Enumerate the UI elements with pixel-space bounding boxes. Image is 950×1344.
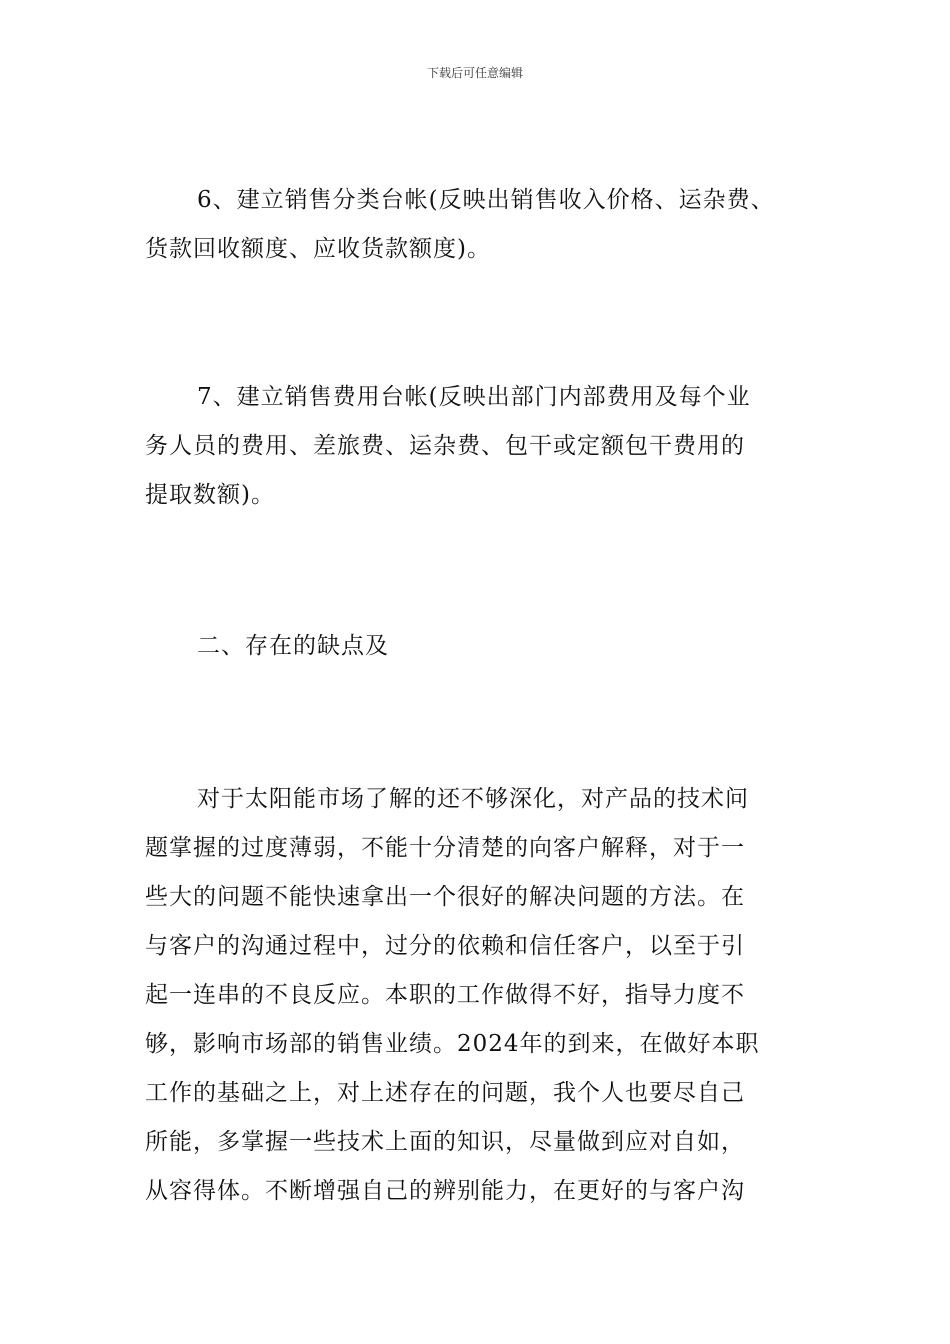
paragraph-item-6 bbox=[145, 176, 810, 274]
section-heading: 二、存在的缺点及 bbox=[197, 633, 389, 659]
text-line: 工作的基础之上，对上述存在的问题，我个人也要尽自己 bbox=[145, 1080, 745, 1106]
text-line: 7、建立销售费用台帐(反映出部门内部费用及每个业 bbox=[197, 384, 751, 410]
text-line: 货款回收额度、应收货款额度)。 bbox=[145, 236, 491, 262]
text-line: 6、建立销售分类台帐(反映出销售收入价格、运杂费、 bbox=[197, 187, 775, 213]
text-line: 题掌握的过度薄弱，不能十分清楚的向客户解释，对于一 bbox=[145, 835, 745, 861]
text-line: 够，影响市场部的销售业绩。2024年的到来，在做好本职 bbox=[145, 1031, 760, 1057]
text-line: 务人员的费用、差旅费、运杂费、包干或定额包干费用的 bbox=[145, 433, 745, 459]
page-header: 下载后可任意编辑 bbox=[426, 66, 523, 80]
text-line: 对于太阳能市场了解的还不够深化，对产品的技术问 bbox=[197, 786, 749, 812]
text-line: 与客户的沟通过程中，过分的依赖和信任客户，以至于引 bbox=[145, 933, 745, 959]
text-line: 些大的问题不能快速拿出一个很好的解决问题的方法。在 bbox=[145, 884, 745, 910]
text-line: 所能，多掌握一些技术上面的知识，尽量做到应对自如， bbox=[145, 1129, 745, 1155]
text-line: 起一连串的不良反应。本职的工作做得不好，指导力度不 bbox=[145, 982, 745, 1008]
text-line: 从容得体。不断增强自己的辨别能力，在更好的与客户沟 bbox=[145, 1178, 745, 1204]
text-line: 提取数额)。 bbox=[145, 482, 275, 508]
paragraph-body bbox=[145, 775, 810, 1216]
paragraph-item-7 bbox=[145, 373, 810, 520]
